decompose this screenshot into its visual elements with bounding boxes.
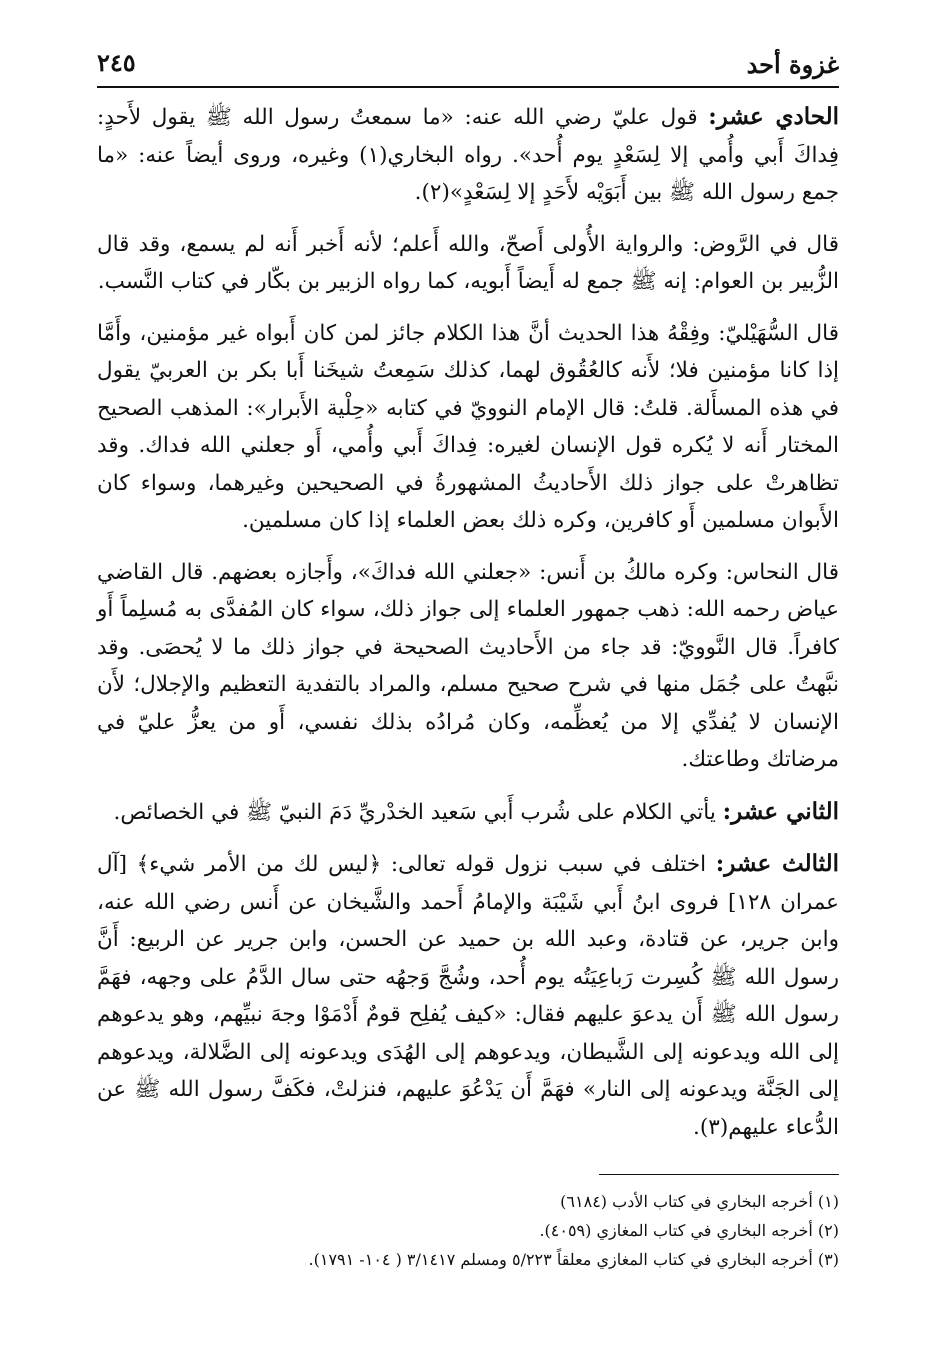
paragraph [97, 554, 839, 779]
paragraph [97, 226, 839, 301]
footnote: (١) أخرجه البخاري في كتاب الأدب (٦١٨٤) [560, 1192, 839, 1211]
paragraph [97, 793, 839, 832]
footnote: (٣) أخرجه البخاري في كتاب المغازي معلقاً ٥/٢٢٣ ومسلم ٣/١٤١٧ ( ١٠٤- ١٧٩١). [308, 1250, 839, 1269]
paragraph-text: يأتي الكلام على شُرب أَبي سَعيد الخدْريِّ دَمَ النبيّ ﷺ في الخصائص. [113, 799, 723, 825]
chapter-title: غزوة أحد [746, 50, 839, 79]
page-number: ٢٤٥ [97, 48, 136, 77]
paragraph-lead: الثالث عشر: [715, 850, 839, 877]
paragraph-lead: الثاني عشر: [722, 797, 839, 825]
paragraph-text: اختلف في سبب نزول قوله تعالى: ﴿ليس لك من الأمر شيء﴾ [آل عمران ١٢٨] فروى ابنُ أَبي شَيْبَة والإمامُ أَحمد والشَّيخان عن أَنس رضي الله عنه، وابن جرير، عن قتادة، وعبد الله بن حميد عن الحسن، وابن جرير عن الربيع: أَنَّ رسول الله ﷺ كُسِرت رَباعِيَتُه يوم أُحد، وشُجَّ وَجهُه حتى سال الدَّمُ على وجهه، فهَمَّ رسول الله ﷺ أَن يدعوَ عليهم فقال: «كيف يُفلِح قومٌ أَدْمَوْا وجهَ نبيِّهم، وهو يدعوهم إلى الله ويدعونه إلى الشَّيطان، ويدعوهم إلى الهُدَى ويدعونه إلى الضَّلالة، ويدعوهم إلى الجَنَّة ويدعونه إلى النار» فهَمَّ أَن يَدْعُوَ عليهم، فنزلتْ، فكَفَّ رسول الله ﷺ عن الدُّعاء عليهم(٣). [97, 852, 840, 1140]
book-page [97, 42, 839, 1332]
paragraph-text: قول عليّ رضي الله عنه: «ما سمعتُ رسول الله ﷺ يقول لأَحدٍ: فِداكَ أَبي وأُمي إلا لِسَعْدٍ يوم أُحد». رواه البخاري(١) وغيره، وروى أيضاً عنه: «ما جمع رسول الله ﷺ بين أَبَوَيْه لأَحَدٍ إلا لِسَعْدٍ»(٢). [97, 105, 839, 205]
paragraph [97, 315, 839, 540]
footnote: (٢) أخرجه البخاري في كتاب المغازي (٤٠٥٩). [539, 1221, 839, 1240]
footnotes [97, 1187, 839, 1274]
paragraph-text: قال النحاس: وكره مالكُ بن أَنس: «جعلني الله فداكَ»، وأَجازه بعضهم. قال القاضي عياض رحمه الله: ذهب جمهور العلماء إلى جواز ذلك، سواء كان المُفدَّى به مُسلِماً أَو كافراً. قال النَّوويّ: قد جاء من الأَحاديث الصحيحة في جواز ذلك ما لا يُحصَى. وقد نبَّهتُ على جُمَل منها في شرح صحيح مسلم، والمراد بالتفدية التعظيم والإجلال؛ لأَن الإنسان لا يُفدِّي إلا من يُعظِّمه، وكان مُرادُه بذلك نفسي، أَو من يعزُّ عليّ في مرضاتك وطاعتك. [97, 559, 839, 772]
paragraph-lead: الحادي عشر: [708, 103, 839, 130]
main-text [97, 98, 839, 1146]
footnote-divider [599, 1174, 839, 1175]
paragraph-text: قال في الرَّوض: والرواية الأُولى أَصحّ، والله أَعلم؛ لأنه أَخبر أَنه لم يسمع، وقد قال الزُّبير بن العوام: إنه ﷺ جمع له أَيضاً أَبويه، كما رواه الزبير بن بكّار في كتاب النَّسب. [97, 231, 839, 294]
paragraph [97, 845, 839, 1146]
page-header [97, 42, 839, 88]
paragraph-text: قال السُّهَيْليّ: وفِقْهُ هذا الحديث أنَّ هذا الكلام جائز لمن كان أَبواه غير مؤمنين، وأَمَّا إذا كانا مؤمنين فلا؛ لأَنه كالعُقُوق لهما، كذلك سَمِعتُ شيخَنا أَبا بكر بن العربيّ يقول في هذه المسأَلة. قلتُ: قال الإمام النوويّ في كتابه «حِلْية الأَبرار»: المذهب الصحيح المختار أَنه لا يُكره قول الإنسان لغيره: فِداكَ أَبي وأُمي، أَو جعلني الله فداك. وقد تظاهرتْ على جواز ذلك الأَحاديثُ المشهورةُ في الصحيحين وغيرهما، وسواء كان الأَبوان مسلمين أَو كافرين، وكره ذلك بعض العلماء إذا كان مسلمين. [97, 320, 839, 533]
paragraph [97, 98, 839, 212]
